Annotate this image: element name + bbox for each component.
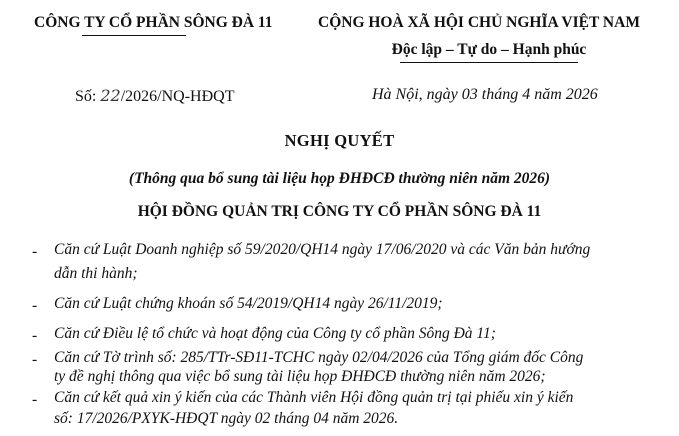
doc-number-prefix: Số: xyxy=(75,88,101,105)
bullet-dash: - xyxy=(32,243,38,260)
list-item-line: Căn cứ kết quả xin ý kiến của các Thành viên Hội đồng quản trị tại phiếu xin ý kiến xyxy=(54,389,574,406)
doc-number-handwritten: 22 xyxy=(100,86,121,105)
document-number xyxy=(75,86,234,106)
motto-underline xyxy=(400,62,578,63)
list-item-line: ty đề nghị thông qua việc bổ sung tài liệu họp ĐHĐCĐ thường niên năm 2026; xyxy=(54,368,546,385)
company-name: CÔNG TY CỔ PHẦN SÔNG ĐÀ 11 xyxy=(34,14,273,31)
list-item-line: dẫn thi hành; xyxy=(54,265,138,282)
list-item-line: Căn cứ Điều lệ tổ chức và hoạt động của Công ty cổ phần Sông Đà 11; xyxy=(54,325,496,342)
document-subtitle: (Thông qua bổ sung tài liệu họp ĐHĐCĐ thường niên năm 2026) xyxy=(128,170,551,187)
bullet-dash: - xyxy=(32,297,38,314)
bullet-dash: - xyxy=(32,327,38,344)
bullet-dash: - xyxy=(32,351,38,368)
list-item-line: số: 17/2026/PXYK-HĐQT ngày 02 tháng 04 năm 2026. xyxy=(54,410,399,427)
doc-number-suffix: /2026/NQ-HĐQT xyxy=(120,88,235,105)
company-underline xyxy=(82,35,186,36)
list-item-line: Căn cứ Tờ trình số: 285/TTr-SĐ11-TCHC ngày 02/04/2026 của Tổng giám đốc Công xyxy=(54,349,584,366)
document-type-title: NGHỊ QUYẾT xyxy=(284,131,395,150)
bullet-dash: - xyxy=(32,391,38,408)
place-and-date: Hà Nội, ngày 03 tháng 4 năm 2026 xyxy=(372,86,598,103)
national-title: CỘNG HOÀ XÃ HỘI CHỦ NGHĨA VIỆT NAM xyxy=(318,14,640,31)
list-item-line: Căn cứ Luật Doanh nghiệp số 59/2020/QH14 ngày 17/06/2020 và các Văn bản hướng xyxy=(54,241,591,258)
list-item-line: Căn cứ Luật chứng khoán số 54/2019/QH14 ngày 26/11/2019; xyxy=(54,295,443,312)
issuing-body: HỘI ĐỒNG QUẢN TRỊ CÔNG TY CỔ PHẦN SÔNG ĐÀ 11 xyxy=(137,203,542,220)
national-motto: Độc lập – Tự do – Hạnh phúc xyxy=(391,41,587,58)
